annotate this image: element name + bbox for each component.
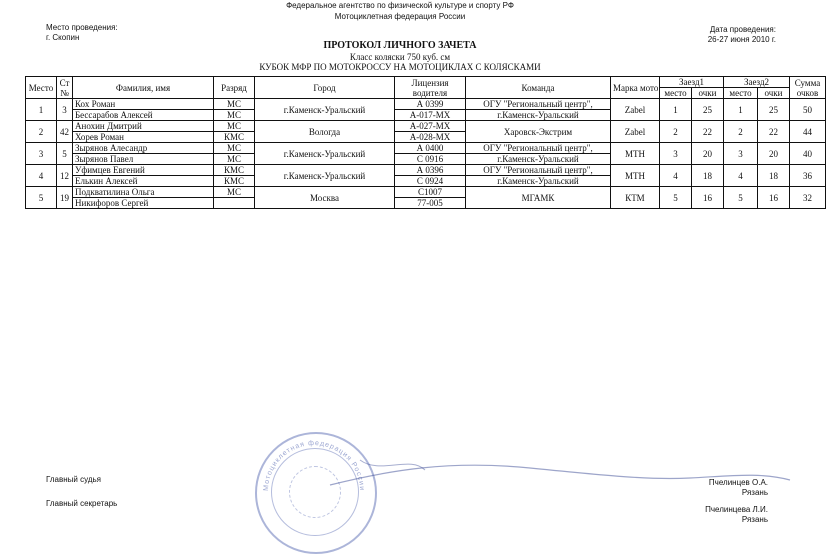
cell-r2-place: 3 <box>724 143 758 165</box>
cell-sum: 40 <box>790 143 826 165</box>
col-rank: Разряд <box>214 77 255 99</box>
cell-r2-place: 5 <box>724 187 758 209</box>
cell-license: А 0400 <box>395 143 466 154</box>
page-title: ПРОТОКОЛ ЛИЧНОГО ЗАЧЕТА <box>323 40 477 51</box>
table-row <box>26 121 826 132</box>
cell-sum: 50 <box>790 99 826 121</box>
cell-r1-place: 3 <box>660 143 692 165</box>
chief-judge-name: Пчелинцев О.А. <box>708 478 768 487</box>
secretary-label: Главный секретарь <box>46 499 118 508</box>
cell-r1-place: 5 <box>660 187 692 209</box>
cell-city: г.Каменск-Уральский <box>255 165 395 187</box>
cell-city: Вологда <box>255 121 395 143</box>
cell-rank: МС <box>214 121 255 132</box>
cell-city: г.Каменск-Уральский <box>255 99 395 121</box>
stamp-text: Мотоциклетная федерация России <box>262 439 366 492</box>
secretary-name: Пчелинцева Л.И. <box>705 505 768 514</box>
cell-place: 3 <box>26 143 57 165</box>
col-city: Город <box>255 77 395 99</box>
agency-line: Федеральное агентство по физической культуре и спорту РФ <box>286 1 514 10</box>
class-line: Класс коляски 750 куб. см <box>349 52 451 62</box>
cell-name: Никифоров Сергей <box>73 198 214 209</box>
cell-r1-place: 1 <box>660 99 692 121</box>
cell-team: г.Каменск-Уральский <box>466 154 611 165</box>
results-table <box>25 76 826 209</box>
col-race2: Заезд2 <box>724 77 790 88</box>
cell-name: Зырянов Алесандр <box>73 143 214 154</box>
cell-r2-place: 1 <box>724 99 758 121</box>
secretary-city: Рязань <box>741 515 768 524</box>
table-row <box>26 99 826 110</box>
cell-license: А-017-МХ <box>395 110 466 121</box>
cell-sum: 44 <box>790 121 826 143</box>
cell-r2-place: 2 <box>724 121 758 143</box>
federation-line: Мотоциклетная федерация России <box>334 12 466 21</box>
cell-team: Харовск-Экстрим <box>466 121 611 143</box>
cell-license: 77-005 <box>395 198 466 209</box>
cell-license: С 0924 <box>395 176 466 187</box>
cell-brand: МТН <box>611 165 660 187</box>
date-value: 26-27 июня 2010 г. <box>707 35 776 44</box>
col-sum: Сумма очков <box>790 77 826 99</box>
date-label: Дата проведения: <box>709 25 776 34</box>
cell-start-no: 19 <box>57 187 73 209</box>
cell-team: ОГУ "Региональный центр", <box>466 99 611 110</box>
col-race2-place: место <box>724 88 758 99</box>
chief-judge-label: Главный судья <box>46 475 102 484</box>
cell-start-no: 12 <box>57 165 73 187</box>
cell-rank <box>214 198 255 209</box>
cell-rank: МС <box>214 154 255 165</box>
col-place: Место <box>26 77 57 99</box>
cell-sum: 32 <box>790 187 826 209</box>
cell-rank: КМС <box>214 165 255 176</box>
cell-start-no: 42 <box>57 121 73 143</box>
cell-brand: КТМ <box>611 187 660 209</box>
venue-value: г. Скопин <box>46 33 80 42</box>
col-start-no: Ст № <box>57 77 73 99</box>
col-race1-points: очки <box>692 88 724 99</box>
cell-place: 4 <box>26 165 57 187</box>
cell-r1-points: 18 <box>692 165 724 187</box>
cell-place: 5 <box>26 187 57 209</box>
cell-r2-place: 4 <box>724 165 758 187</box>
col-race2-points: очки <box>758 88 790 99</box>
col-race1-place: место <box>660 88 692 99</box>
cell-license: С1007 <box>395 187 466 198</box>
cell-r1-points: 16 <box>692 187 724 209</box>
cell-team: ОГУ "Региональный центр", <box>466 143 611 154</box>
cell-place: 1 <box>26 99 57 121</box>
table-row <box>26 187 826 198</box>
cell-r2-points: 25 <box>758 99 790 121</box>
cell-r1-points: 22 <box>692 121 724 143</box>
cell-sum: 36 <box>790 165 826 187</box>
cell-r1-place: 4 <box>660 165 692 187</box>
cell-rank: МС <box>214 110 255 121</box>
cell-rank: КМС <box>214 176 255 187</box>
col-brand: Марка мото <box>611 77 660 99</box>
cell-brand: МТН <box>611 143 660 165</box>
cell-name: Хорев Роман <box>73 132 214 143</box>
cup-line: КУБОК МФР ПО МОТОКРОССУ НА МОТОЦИКЛАХ С КОЛЯСКАМИ <box>259 62 541 72</box>
cell-rank: КМС <box>214 132 255 143</box>
cell-r2-points: 16 <box>758 187 790 209</box>
cell-city: г.Каменск-Уральский <box>255 143 395 165</box>
cell-name: Подкватилина Ольга <box>73 187 214 198</box>
cell-place: 2 <box>26 121 57 143</box>
cell-r1-place: 2 <box>660 121 692 143</box>
cell-city: Москва <box>255 187 395 209</box>
cell-team: МГАМК <box>466 187 611 209</box>
cell-brand: Zabel <box>611 99 660 121</box>
table-row <box>26 143 826 154</box>
cell-license: А-028-МХ <box>395 132 466 143</box>
cell-license: А 0399 <box>395 99 466 110</box>
cell-license: А 0396 <box>395 165 466 176</box>
cell-r2-points: 18 <box>758 165 790 187</box>
cell-rank: МС <box>214 99 255 110</box>
col-name: Фамилия, имя <box>73 77 214 99</box>
cell-name: Бессарабов Алексей <box>73 110 214 121</box>
cell-rank: МС <box>214 143 255 154</box>
col-race1: Заезд1 <box>660 77 724 88</box>
cell-name: Кох Роман <box>73 99 214 110</box>
cell-r2-points: 22 <box>758 121 790 143</box>
cell-brand: Zabel <box>611 121 660 143</box>
cell-name: Анохин Дмитрий <box>73 121 214 132</box>
cell-start-no: 3 <box>57 99 73 121</box>
cell-r1-points: 20 <box>692 143 724 165</box>
cell-name: Зырянов Павел <box>73 154 214 165</box>
cell-license: А-027-МХ <box>395 121 466 132</box>
chief-judge-city: Рязань <box>741 488 768 497</box>
cell-r1-points: 25 <box>692 99 724 121</box>
cell-team: ОГУ "Региональный центр", <box>466 165 611 176</box>
cell-name: Уфимцев Евгений <box>73 165 214 176</box>
cell-rank: МС <box>214 187 255 198</box>
cell-license: С 0916 <box>395 154 466 165</box>
venue-label: Место проведения: <box>46 23 118 32</box>
cell-start-no: 5 <box>57 143 73 165</box>
col-team: Команда <box>466 77 611 99</box>
cell-r2-points: 20 <box>758 143 790 165</box>
cell-team: г.Каменск-Уральский <box>466 176 611 187</box>
table-row <box>26 165 826 176</box>
cell-name: Елькин Алексей <box>73 176 214 187</box>
col-license: Лицензия водителя <box>395 77 466 99</box>
cell-team: г.Каменск-Уральский <box>466 110 611 121</box>
